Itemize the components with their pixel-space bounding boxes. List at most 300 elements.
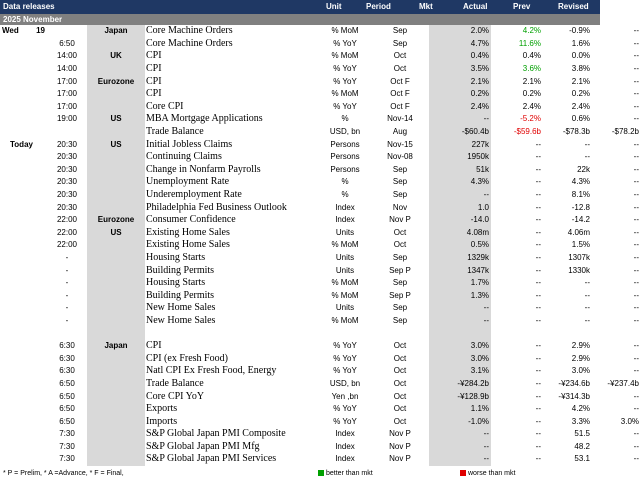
- cell-unit: Persons: [330, 139, 360, 149]
- cell-period: Nov P: [389, 441, 411, 451]
- table-header: [0, 0, 600, 14]
- cell-event: Trade Balance: [146, 126, 204, 138]
- cell-actual: --: [535, 164, 541, 174]
- cell-period: Oct F: [390, 76, 410, 86]
- cell-country: US: [87, 227, 145, 240]
- cell-period: [371, 327, 429, 340]
- cell-day: [0, 151, 24, 164]
- cell-actual: --: [535, 202, 541, 212]
- cell-actual: --: [535, 341, 541, 351]
- table-row: [0, 453, 643, 466]
- table-row: [0, 138, 643, 151]
- cell-time: -: [47, 252, 87, 265]
- cell-date-number: [24, 415, 47, 428]
- table-row: [0, 227, 643, 240]
- cell-mkt: 4.7%: [429, 38, 491, 51]
- cell-revised: --: [633, 190, 639, 200]
- cell-actual: --: [535, 315, 541, 325]
- cell-event: Core CPI YoY: [146, 390, 205, 402]
- cell-actual: --: [535, 404, 541, 414]
- cell-event: Core CPI: [146, 100, 184, 112]
- cell-actual: --: [535, 416, 541, 426]
- cell-country: [87, 264, 145, 277]
- cell-mkt: [429, 327, 491, 340]
- cell-mkt: 0.2%: [429, 88, 491, 101]
- cell-period: Sep: [392, 177, 408, 187]
- cell-actual: --: [535, 240, 541, 250]
- cell-prev: 4.06m: [567, 227, 590, 237]
- cell-mkt: 3.1%: [429, 365, 491, 378]
- cell-time: 7:30: [47, 441, 87, 454]
- cell-country: [87, 428, 145, 441]
- cell-revised: --: [633, 76, 639, 86]
- cell-period: Sep: [392, 26, 408, 36]
- cell-actual: 4.2%: [522, 26, 541, 36]
- cell-prev: --: [584, 152, 590, 162]
- cell-date-number: [24, 101, 47, 114]
- cell-mkt: 1.1%: [429, 403, 491, 416]
- cell-mkt: 4.3%: [429, 176, 491, 189]
- cell-time: 17:00: [47, 88, 87, 101]
- cell-date-number: [24, 315, 47, 328]
- col-revised-header: Revised: [558, 2, 589, 11]
- cell-mkt: --: [429, 302, 491, 315]
- cell-mkt: -1.0%: [429, 415, 491, 428]
- cell-date-number: [24, 264, 47, 277]
- cell-unit: % MoM: [331, 278, 359, 288]
- cell-period: Oct: [393, 378, 407, 388]
- cell-mkt: --: [429, 189, 491, 202]
- cell-unit: Persons: [330, 164, 360, 174]
- cell-time: -: [47, 302, 87, 315]
- cell-revised: --: [633, 64, 639, 74]
- cell-mkt: 227k: [429, 138, 491, 151]
- cell-country: [87, 453, 145, 466]
- cell-unit: %: [341, 177, 349, 187]
- cell-date-number: [24, 252, 47, 265]
- cell-prev: 22k: [577, 164, 590, 174]
- cell-revised: --: [633, 101, 639, 111]
- cell-unit: % YoY: [333, 404, 357, 414]
- cell-date-number: [24, 340, 47, 353]
- cell-unit: % YoY: [333, 353, 357, 363]
- cell-revised: --: [633, 89, 639, 99]
- cell-revised: --: [633, 290, 639, 300]
- table-row: [0, 201, 643, 214]
- cell-period: Oct: [393, 404, 407, 414]
- cell-mkt: -¥128.9b: [429, 390, 491, 403]
- cell-mkt: 3.5%: [429, 63, 491, 76]
- cell-revised: --: [633, 391, 639, 401]
- cell-time: 20:30: [47, 164, 87, 177]
- table-row: [0, 239, 643, 252]
- cell-time: 20:30: [47, 176, 87, 189]
- cell-country: [87, 63, 145, 76]
- cell-actual: --: [535, 190, 541, 200]
- cell-mkt: --: [429, 315, 491, 328]
- cell-prev: --: [584, 290, 590, 300]
- cell-prev: --: [584, 278, 590, 288]
- cell-event: Underemployment Rate: [146, 189, 242, 201]
- cell-date-number: [24, 227, 47, 240]
- cell-country: UK: [87, 50, 145, 63]
- cell-event: Exports: [146, 403, 178, 415]
- cell-actual: --: [535, 353, 541, 363]
- cell-period: Nov P: [389, 429, 411, 439]
- cell-unit: % YoY: [333, 38, 357, 48]
- cell-prev: 3.0%: [571, 366, 590, 376]
- month-subheader: 2025 November: [0, 14, 600, 25]
- cell-event: New Home Sales: [146, 302, 216, 314]
- cell-day: [0, 50, 24, 63]
- cell-country: [87, 352, 145, 365]
- cell-event: Unemployment Rate: [146, 176, 230, 188]
- cell-country: [87, 390, 145, 403]
- table-row: [0, 25, 643, 38]
- cell-period: Oct: [393, 64, 407, 74]
- cell-event: Existing Home Sales: [146, 239, 230, 251]
- cell-day: [0, 63, 24, 76]
- cell-day: Today: [10, 139, 33, 149]
- cell-period: Nov P: [389, 215, 411, 225]
- cell-day: [0, 227, 24, 240]
- cell-period: Sep: [392, 303, 408, 313]
- cell-country: [87, 239, 145, 252]
- data-table: [0, 25, 643, 466]
- cell-time: 6:50: [47, 390, 87, 403]
- cell-period: Sep: [392, 278, 408, 288]
- better-swatch-icon: [318, 470, 324, 476]
- cell-prev: 2.9%: [571, 353, 590, 363]
- table-row: [0, 415, 643, 428]
- table-row: [0, 327, 643, 340]
- cell-time: 6:30: [47, 340, 87, 353]
- cell-country: [87, 252, 145, 265]
- cell-time: 20:30: [47, 201, 87, 214]
- cell-event: CPI: [146, 75, 162, 87]
- cell-revised: --: [633, 51, 639, 61]
- cell-event: Housing Starts: [146, 251, 206, 263]
- cell-date-number: [24, 214, 47, 227]
- cell-date-number: [24, 113, 47, 126]
- cell-country: [87, 289, 145, 302]
- cell-unit: % MoM: [331, 290, 359, 300]
- cell-day: [0, 378, 24, 391]
- cell-mkt: 1329k: [429, 252, 491, 265]
- cell-period: Oct: [393, 353, 407, 363]
- cell-date-number: [24, 50, 47, 63]
- cell-country: [87, 201, 145, 214]
- cell-unit: Index: [335, 454, 355, 464]
- cell-mkt: 2.4%: [429, 101, 491, 114]
- cell-period: Nov P: [389, 454, 411, 464]
- cell-day: [0, 277, 24, 290]
- cell-revised: --: [633, 152, 639, 162]
- footer-note: * P = Prelim, * A =Advance, * F = Final,: [3, 469, 124, 477]
- cell-unit: % YoY: [333, 76, 357, 86]
- cell-date-number: [24, 365, 47, 378]
- cell-period: Sep: [392, 38, 408, 48]
- cell-time: 6:50: [47, 403, 87, 416]
- cell-revised: --: [633, 366, 639, 376]
- cell-revised: --: [633, 139, 639, 149]
- cell-day: [0, 302, 24, 315]
- cell-prev: [545, 327, 594, 340]
- table-row: [0, 315, 643, 328]
- cell-day: [0, 88, 24, 101]
- cell-unit: % YoY: [333, 101, 357, 111]
- cell-date-number: [24, 201, 47, 214]
- cell-country: Eurozone: [87, 75, 145, 88]
- cell-day: [0, 352, 24, 365]
- cell-time: 20:30: [47, 138, 87, 151]
- col-unit-header: Unit: [326, 2, 342, 11]
- cell-country: [87, 403, 145, 416]
- cell-unit: % YoY: [333, 416, 357, 426]
- cell-period: Sep: [392, 252, 408, 262]
- cell-date-number: 19: [36, 26, 45, 36]
- table-row: [0, 176, 643, 189]
- cell-country: US: [87, 113, 145, 126]
- cell-mkt: 1.0: [429, 201, 491, 214]
- cell-mkt: 1.3%: [429, 289, 491, 302]
- cell-unit: %: [341, 114, 349, 124]
- cell-prev: 2.4%: [571, 101, 590, 111]
- cell-mkt: 1950k: [429, 151, 491, 164]
- cell-event: S&P Global Japan PMI Mfg: [146, 440, 260, 452]
- cell-event: Housing Starts: [146, 277, 206, 289]
- cell-date-number: [24, 327, 47, 340]
- cell-time: 22:00: [47, 239, 87, 252]
- cell-period: Sep: [392, 315, 408, 325]
- cell-actual: --: [535, 378, 541, 388]
- cell-actual: -$59.6b: [513, 127, 541, 137]
- cell-revised: [594, 327, 643, 340]
- cell-country: [87, 101, 145, 114]
- cell-actual: --: [535, 265, 541, 275]
- cell-actual: --: [535, 177, 541, 187]
- cell-prev: 1.5%: [571, 240, 590, 250]
- cell-day: [0, 189, 24, 202]
- cell-actual: --: [535, 152, 541, 162]
- cell-actual: --: [535, 278, 541, 288]
- cell-mkt: 2.1%: [429, 75, 491, 88]
- cell-unit: Units: [335, 265, 355, 275]
- cell-mkt: -¥284.2b: [429, 378, 491, 391]
- cell-date-number: [24, 63, 47, 76]
- cell-revised: --: [633, 26, 639, 36]
- cell-prev: 1307k: [568, 252, 590, 262]
- cell-mkt: 2.0%: [429, 25, 491, 38]
- cell-time: 22:00: [47, 227, 87, 240]
- cell-time: 7:30: [47, 428, 87, 441]
- table-row: [0, 101, 643, 114]
- cell-event: Core Machine Orders: [146, 37, 233, 49]
- cell-prev: 4.3%: [571, 177, 590, 187]
- cell-date-number: [24, 176, 47, 189]
- cell-country: [87, 189, 145, 202]
- cell-country: [87, 88, 145, 101]
- cell-event: Initial Jobless Claims: [146, 138, 233, 150]
- cell-time: 6:50: [47, 378, 87, 391]
- cell-revised: --: [633, 315, 639, 325]
- cell-period: Nov-08: [387, 152, 413, 162]
- table-row: [0, 151, 643, 164]
- cell-time: 19:00: [47, 113, 87, 126]
- cell-actual: --: [535, 391, 541, 401]
- cell-revised: --: [633, 240, 639, 250]
- table-row: [0, 277, 643, 290]
- cell-date-number: [24, 75, 47, 88]
- cell-unit: % MoM: [331, 89, 359, 99]
- cell-mkt: --: [429, 113, 491, 126]
- cell-time: [47, 25, 87, 38]
- cell-event: CPI: [146, 340, 162, 352]
- cell-time: 17:00: [47, 75, 87, 88]
- cell-day: [0, 415, 24, 428]
- cell-event: [145, 327, 319, 340]
- legend-better: [318, 470, 373, 477]
- cell-unit: Persons: [330, 152, 360, 162]
- cell-prev: 1.6%: [571, 38, 590, 48]
- cell-period: Oct: [393, 391, 407, 401]
- cell-actual: 0.4%: [522, 51, 541, 61]
- cell-prev: --: [584, 303, 590, 313]
- cell-date-number: [24, 151, 47, 164]
- cell-unit: [319, 327, 371, 340]
- cell-mkt: --: [429, 441, 491, 454]
- cell-date-number: [24, 164, 47, 177]
- cell-country: [87, 415, 145, 428]
- legend-worse-label: worse than mkt: [468, 469, 516, 477]
- cell-revised: --: [633, 227, 639, 237]
- cell-day: [0, 113, 24, 126]
- cell-date-number: [24, 403, 47, 416]
- cell-time: 14:00: [47, 63, 87, 76]
- table-row: [0, 38, 643, 51]
- cell-event: Building Permits: [146, 289, 215, 301]
- cell-prev: 2.9%: [571, 341, 590, 351]
- cell-time: -: [47, 264, 87, 277]
- cell-prev: 0.6%: [571, 114, 590, 124]
- cell-day: [0, 453, 24, 466]
- cell-revised: --: [633, 38, 639, 48]
- cell-prev: -¥314.3b: [558, 391, 590, 401]
- header-title: Data releases: [3, 2, 55, 11]
- cell-country: [87, 302, 145, 315]
- cell-event: Trade Balance: [146, 377, 204, 389]
- cell-revised: --: [633, 303, 639, 313]
- cell-revised: -¥237.4b: [607, 378, 639, 388]
- cell-actual: 0.2%: [522, 89, 541, 99]
- cell-day: [0, 75, 24, 88]
- cell-date-number: [24, 428, 47, 441]
- cell-country: [87, 365, 145, 378]
- cell-period: Sep: [392, 190, 408, 200]
- table-row: [0, 88, 643, 101]
- cell-actual: --: [535, 215, 541, 225]
- cell-mkt: 3.0%: [429, 340, 491, 353]
- cell-date-number: [24, 126, 47, 139]
- cell-date-number: [24, 453, 47, 466]
- cell-actual: 2.1%: [522, 76, 541, 86]
- cell-country: [87, 164, 145, 177]
- cell-event: Imports: [146, 415, 178, 427]
- cell-unit: % YoY: [333, 64, 357, 74]
- cell-day: [0, 101, 24, 114]
- table-row: [0, 390, 643, 403]
- cell-time: 20:30: [47, 189, 87, 202]
- cell-time: [47, 327, 87, 340]
- cell-day: [0, 264, 24, 277]
- cell-unit: %: [341, 190, 349, 200]
- cell-actual: --: [535, 139, 541, 149]
- cell-prev: -12.8: [571, 202, 590, 212]
- cell-country: [87, 378, 145, 391]
- cell-period: Aug: [392, 127, 408, 137]
- cell-time: 6:50: [47, 415, 87, 428]
- cell-event: Building Permits: [146, 264, 215, 276]
- cell-unit: % MoM: [331, 240, 359, 250]
- cell-prev: 8.1%: [571, 190, 590, 200]
- cell-prev: --: [584, 315, 590, 325]
- legend-footer: [0, 466, 600, 480]
- cell-prev: 1330k: [568, 265, 590, 275]
- cell-country: [87, 277, 145, 290]
- cell-country: Eurozone: [87, 214, 145, 227]
- cell-unit: USD, bn: [329, 378, 361, 388]
- table-row: [0, 63, 643, 76]
- cell-period: Sep P: [389, 265, 411, 275]
- cell-time: 6:30: [47, 352, 87, 365]
- cell-period: Oct: [393, 240, 407, 250]
- cell-revised: --: [633, 353, 639, 363]
- table-row: [0, 441, 643, 454]
- cell-prev: -14.2: [571, 215, 590, 225]
- cell-country: Japan: [87, 25, 145, 38]
- cell-time: 14:00: [47, 50, 87, 63]
- cell-date-number: [24, 239, 47, 252]
- cell-actual: --: [535, 227, 541, 237]
- table-row: [0, 113, 643, 126]
- cell-event: Change in Nonfarm Payrolls: [146, 163, 261, 175]
- cell-time: -: [47, 289, 87, 302]
- table-row: [0, 50, 643, 63]
- cell-actual: --: [535, 441, 541, 451]
- cell-prev: 4.2%: [571, 404, 590, 414]
- cell-revised: --: [633, 265, 639, 275]
- cell-revised: --: [633, 404, 639, 414]
- cell-period: Sep: [392, 164, 408, 174]
- cell-period: Nov: [392, 202, 408, 212]
- table-row: [0, 428, 643, 441]
- cell-date-number: [24, 88, 47, 101]
- cell-period: Oct: [393, 51, 407, 61]
- table-row: [0, 264, 643, 277]
- cell-prev: -¥234.6b: [558, 378, 590, 388]
- cell-period: Oct: [393, 416, 407, 426]
- cell-event: CPI: [146, 63, 162, 75]
- cell-actual: --: [535, 366, 541, 376]
- cell-prev: 53.1: [574, 454, 590, 464]
- cell-unit: Yen ,bn: [331, 391, 359, 401]
- cell-date-number: [24, 302, 47, 315]
- worse-swatch-icon: [460, 470, 466, 476]
- cell-day: [0, 428, 24, 441]
- cell-unit: % YoY: [333, 366, 357, 376]
- table-row: [0, 289, 643, 302]
- table-row: [0, 189, 643, 202]
